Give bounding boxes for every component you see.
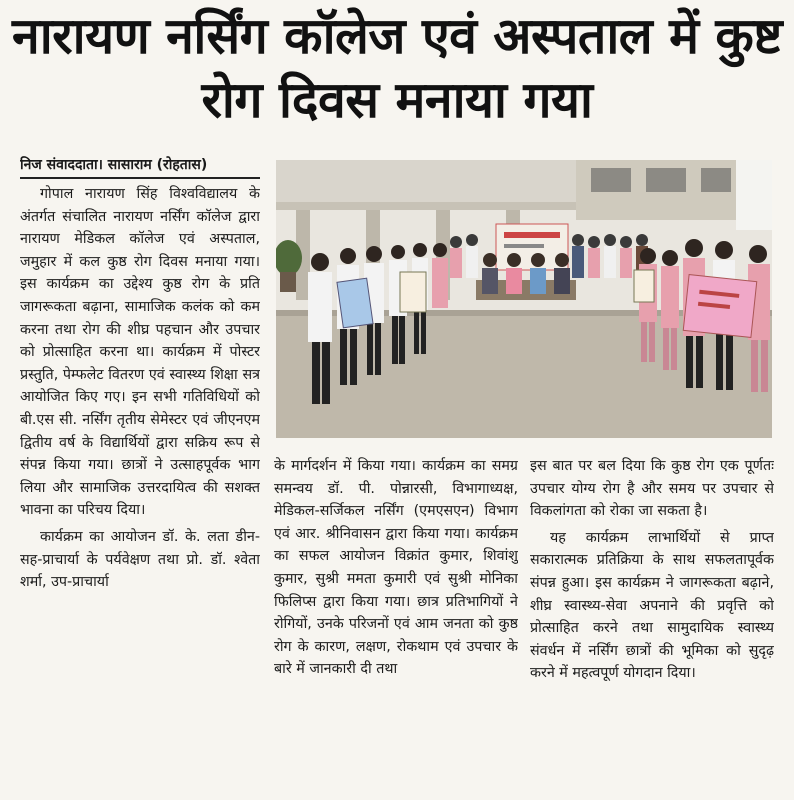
event-group-photo xyxy=(276,160,772,438)
headline: नारायण नर्सिंग कॉलेज एवं अस्पताल में कुष्ट रोग दिवस मनाया गया xyxy=(11,7,783,129)
awareness-poster xyxy=(337,278,373,328)
byline: निज संवाददाता। सासाराम (रोहतास) xyxy=(20,155,260,179)
paragraph: के मार्गदर्शन में किया गया। कार्यक्रम का समग्र समन्वय डॉ. पी. पोन्नारसी, विभागाध्यक्ष, मेडिकल-सर्जिकल नर्सिंग (एमएसएन) विभाग एवं आर. श्रीनिवासन द्वारा किया गया। कार्यक्रम का सफल आयोजन विक्रांत कुमार, शिवांशु कुमार, सुश्री ममता कुमारी एवं सुश्री मोनिका फिलिप्स द्वारा किया गया। छात्र प्रतिभागियों ने रोगियों, उनके परिजनों एवं आम जनता को कुष्ठ रोग के कारण, लक्षण, रोकथाम एवं उपचार के बारे में जानकारी दी तथा xyxy=(274,458,518,678)
paragraph: कार्यक्रम का आयोजन डॉ. के. लता डीन-सह-प्राचार्या के पर्यवेक्षण तथा प्रो. डॉ. श्वेता शर्मा, उप-प्राचार्या xyxy=(20,528,260,591)
article-column-1 xyxy=(20,183,260,795)
paragraph: यह कार्यक्रम लाभार्थियों से प्राप्त सकारात्मक प्रतिक्रिया के साथ सफलतापूर्वक संपन्न हुआ। इस कार्यक्रम ने जागरूकता बढ़ाने, शीघ्र स्वास्थ्य-सेवा अपनाने की प्रवृत्ति को प्रोत्साहित करने तथा सामुदायिक स्वास्थ्य संवर्धन में नर्सिंग छात्रों की भूमिका को सुदृढ़ करने में महत्वपूर्ण योगदान दिया। xyxy=(530,529,774,682)
awareness-poster xyxy=(634,270,654,302)
sky xyxy=(736,160,772,230)
article-column-3 xyxy=(530,455,774,795)
awareness-poster xyxy=(400,272,426,312)
paragraph: इस बात पर बल दिया कि कुष्ठ रोग एक पूर्णतः उपचार योग्य रोग है और समय पर उपचार से विकलांगता को रोका जा सकता है। xyxy=(530,458,774,520)
article-column-2 xyxy=(274,455,518,795)
paragraph: गोपाल नारायण सिंह विश्वविद्यालय के अंतर्गत संचालित नारायण नर्सिंग कॉलेज द्वारा नारायण मेडिकल कॉलेज एवं अस्पताल, जमुहार में कल कुष्ठ रोग दिवस मनाया गया। इस कार्यक्रम का उद्देश्य कुष्ठ रोग के प्रति जागरूकता बढ़ाना, सामाजिक कलंक को कम करना तथा रोग की शीघ्र पहचान और उपचार को प्रोत्साहित करना था। कार्यक्रम में पोस्टर प्रस्तुति, पेम्फलेट वितरण एवं स्वास्थ्य शिक्षा सत्र आयोजित किए गए। इन सभी गतिविधियों को बी.एस सी. नर्सिंग तृतीय सेमेस्टर एवं जीएनएम द्वितीय वर्ष के विद्यार्थियों द्वारा सक्रिय रूप से संपन्न किया गया। छात्रों ने उत्साहपूर्वक भाग लिया और सामाजिक उत्तरदायित्व की सशक्त भावना का परिचय दिया। xyxy=(20,186,260,519)
